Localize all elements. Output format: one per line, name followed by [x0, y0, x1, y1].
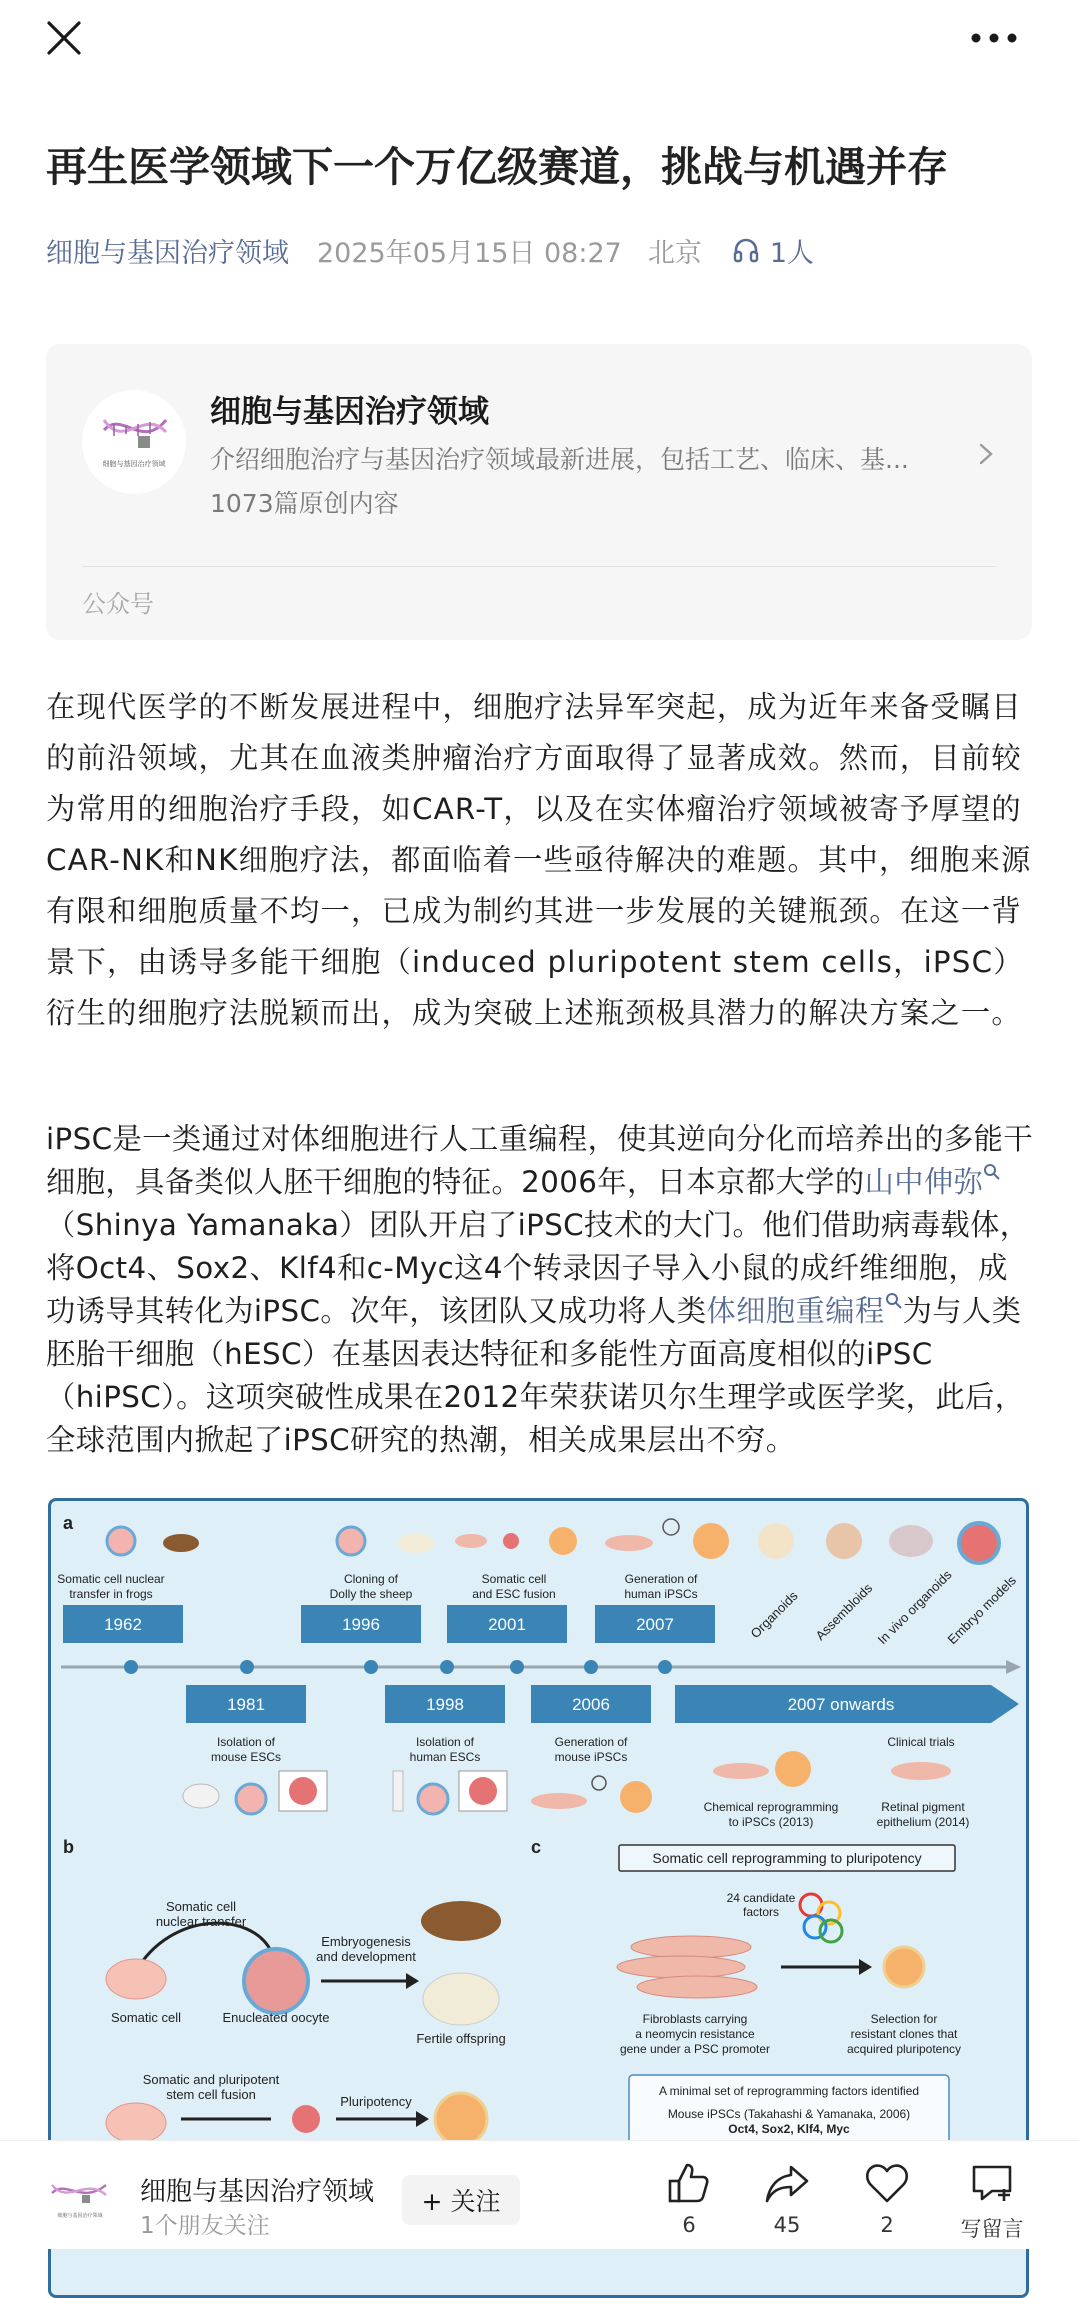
account-name: 细胞与基因治疗领域 — [210, 394, 489, 430]
b-label: Somatic cell — [110, 2010, 182, 2025]
panel-a-label: a — [63, 1513, 74, 1533]
retinal-label: epithelium (2014) — [876, 1815, 970, 1829]
rotated-label: Organoids — [747, 1588, 801, 1642]
somatic-cell-icon — [106, 2103, 166, 2143]
c-label: A minimal set of reprogramming factors identified — [658, 2084, 920, 2098]
publish-location: 北京 — [647, 237, 702, 269]
year-label: 1981 — [227, 1695, 265, 1714]
b-label: nuclear transfer — [155, 1914, 247, 1929]
search-icon — [885, 1292, 903, 1310]
frog-icon — [421, 1901, 501, 1941]
link-reprogramming[interactable] — [706, 1294, 902, 1328]
c-label: Selection for — [870, 2012, 938, 2026]
organoid-icon — [758, 1523, 794, 1559]
oocyte-icon — [244, 1949, 308, 2013]
comment-icon — [968, 2159, 1016, 2207]
favorite-count: 2 — [880, 2213, 894, 2237]
svg-text:细胞与基因治疗领域: 细胞与基因治疗领域 — [102, 460, 166, 468]
blastocyst-icon — [418, 1784, 448, 1814]
year-label: 1996 — [342, 1615, 380, 1634]
mouse-icon — [183, 1784, 219, 1808]
comment-button[interactable] — [944, 2159, 1040, 2243]
like-button[interactable] — [644, 2159, 734, 2237]
bottom-friends-following: 1个朋友关注 — [140, 2213, 270, 2239]
top-bar — [0, 0, 1079, 80]
heart-icon — [863, 2159, 911, 2207]
ipsc-icon — [884, 1947, 924, 1987]
b-label: Pluripotency — [340, 2094, 412, 2109]
logo-caption: 细胞与基因治疗领域 — [57, 2213, 103, 2219]
b-label: Enucleated oocyte — [222, 2010, 330, 2025]
rotated-label: Assembloids — [812, 1580, 876, 1644]
b-label: and development — [316, 1949, 416, 1964]
sheep-icon — [398, 1533, 434, 1553]
oocyte-icon — [337, 1527, 365, 1555]
year-label: 2007 — [636, 1615, 674, 1634]
article-title: 再生医学领域下一个万亿级赛道，挑战与机遇并存 — [46, 143, 948, 191]
event-label: Dolly the sheep — [329, 1587, 413, 1601]
author-link[interactable]: 细胞与基因治疗领域 — [46, 237, 289, 269]
rotated-label: Embryo models — [944, 1572, 1019, 1648]
event-label: Generation of — [554, 1735, 628, 1749]
paragraph-1: 在现代医学的不断发展进程中，细胞疗法异军突起，成为近年来备受瞩目的前沿领域，尤其在血液类肿瘤治疗方面取得了显著成效。然而，目前较为常用的细胞治疗手段，如CAR-T，以及在实体瘤治疗领域被寄予厚望的CAR-NK和NK细胞疗法，都面临着一些亟待解决的难题。其中，细胞来源有限和细胞质量不均一，已成为制约其进一步发展的关键瓶颈。在这一背景下，由诱导多能干细胞（induced pluripotent stem cells，iPSC）衍生的细胞疗法脱颖而出，成为突破上述瓶颈极具潜力的解决方案之一。 — [46, 690, 1032, 1030]
somatic-cell-icon — [455, 1534, 487, 1548]
listener-count: 1人 — [769, 237, 815, 269]
pluripotent-cell-icon — [435, 2093, 487, 2145]
event-label: mouse ESCs — [210, 1750, 282, 1764]
event-label: human iPSCs — [624, 1587, 698, 1601]
comment-label: 写留言 — [960, 2217, 1024, 2241]
link-reprogramming-text: 体细胞重编程 — [706, 1294, 885, 1328]
event-label: Cloning of — [343, 1572, 399, 1586]
b-label: Embryogenesis — [321, 1934, 411, 1949]
trials-label: Clinical trials — [887, 1735, 955, 1749]
fused-cell-icon — [549, 1527, 577, 1555]
b-label: Somatic and pluripotent — [142, 2072, 280, 2087]
chem-label: to iPSCs (2013) — [728, 1815, 814, 1829]
dna-logo-icon — [82, 390, 186, 494]
somatic-cell-icon — [106, 1959, 166, 1999]
search-icon — [983, 1163, 1001, 1181]
chevron-right-icon — [976, 440, 996, 468]
event-label: and ESC fusion — [472, 1587, 556, 1601]
event-label: Somatic cell nuclear — [57, 1572, 165, 1586]
c-title: Somatic cell reprogramming to pluripotency — [652, 1850, 922, 1866]
esc-icon — [503, 1533, 519, 1549]
paragraph-2-text-c: 为与人类胚胎干细胞（hESC）在基因表达特征和多能性方面高度相似的iPSC（hiPSC）。这项突破性成果在2012年荣获诺贝尔生理学或医学奖，此后，全球范围内掀起了iPSC研究的热潮，相关成果层出不穷。 — [46, 1294, 1025, 1457]
share-icon — [763, 2159, 811, 2207]
panel-c-label: c — [531, 1837, 542, 1857]
event-label: transfer in frogs — [69, 1587, 153, 1601]
timeline-arrow — [1006, 1660, 1021, 1674]
c-label: resistant clones that — [850, 2027, 958, 2041]
c-label: Oct4, Sox2, Klf4, Myc — [728, 2122, 850, 2136]
more-icon[interactable] — [970, 30, 1018, 46]
year-label: 2006 — [572, 1695, 610, 1714]
event-label: Isolation of — [216, 1735, 276, 1749]
chem-label: Chemical reprogramming — [703, 1800, 839, 1814]
factors-icon — [663, 1519, 679, 1535]
human-icon — [393, 1771, 403, 1811]
event-label: mouse iPSCs — [554, 1750, 628, 1764]
c-label: factors — [742, 1905, 780, 1919]
retinal-label: Retinal pigment — [881, 1800, 965, 1814]
brain-icon — [889, 1525, 933, 1557]
like-count: 6 — [682, 2213, 696, 2237]
rotated-label: In vivo organoids — [874, 1567, 955, 1648]
onwards-label: 2007 onwards — [787, 1695, 895, 1714]
headphones-icon — [732, 236, 760, 264]
c-label: a neomycin resistance — [635, 2027, 755, 2041]
c-label: Fibroblasts carrying — [642, 2012, 748, 2026]
c-label: Mouse iPSCs (Takahashi & Yamanaka, 2006) — [667, 2107, 911, 2121]
thumbs-up-icon — [665, 2159, 713, 2207]
share-button[interactable] — [742, 2159, 832, 2237]
b-label: stem cell fusion — [166, 2087, 256, 2102]
bottom-bar — [0, 2140, 1079, 2249]
fibroblast-icon — [713, 1763, 769, 1779]
event-label: human ESCs — [409, 1750, 481, 1764]
fibroblast-stack — [617, 1936, 757, 1998]
close-icon[interactable] — [46, 20, 82, 56]
year-label: 1962 — [104, 1615, 142, 1634]
account-logo-small[interactable] — [48, 2171, 112, 2223]
c-label: acquired pluripotency — [846, 2042, 962, 2056]
share-count: 45 — [773, 2213, 801, 2237]
embryo-model-icon — [959, 1523, 999, 1563]
b-label: Fertile offspring — [416, 2031, 506, 2046]
event-label: Generation of — [624, 1572, 698, 1586]
frog-icon — [163, 1534, 199, 1552]
sheep-icon — [423, 1973, 499, 2025]
paragraph-2-text-b: （Shinya Yamanaka）团队开启了iPSC技术的大门。他们借助病毒载体，将Oct4、Sox2、Klf4和c-Myc这4个转录因子导入小鼠的成纤维细胞，成功诱导其转化为iPSC。次年，该团队又成功将人类 — [46, 1208, 1030, 1328]
panel-b-label: b — [63, 1837, 74, 1857]
year-label: 2001 — [488, 1615, 526, 1634]
c-label: gene under a PSC promoter — [619, 2042, 771, 2056]
paragraph-2-text-a: iPSC是一类通过对体细胞进行人工重编程，使其逆向分化而培养出的多能干细胞，具备类似人胚干细胞的特征。2006年，日本京都大学的 — [46, 1122, 1034, 1199]
publish-date: 2025年05月15日 08:27 — [317, 237, 622, 269]
account-article-count: 1073篇原创内容 — [210, 489, 399, 518]
assembloid-icon — [826, 1523, 862, 1559]
account-logo — [82, 390, 186, 494]
esc-icon — [292, 2105, 320, 2133]
card-divider — [82, 566, 996, 567]
listen-button[interactable] — [732, 231, 814, 270]
oocyte-icon — [107, 1527, 135, 1555]
fibroblast-icon — [531, 1793, 587, 1809]
esc-colony-icon — [469, 1777, 497, 1805]
account-card[interactable] — [46, 344, 1032, 640]
c-label: 24 candidate — [726, 1891, 796, 1905]
year-label: 1998 — [426, 1695, 464, 1714]
b-label: Somatic cell — [165, 1899, 237, 1914]
event-label: Somatic cell — [481, 1572, 547, 1586]
follow-button[interactable]: + 关注 — [402, 2175, 520, 2225]
ipsc-colony-icon — [693, 1523, 729, 1559]
link-yamanaka-text: 山中伸弥 — [864, 1165, 984, 1199]
article-meta — [46, 230, 814, 270]
factors-icon — [592, 1776, 606, 1790]
fibroblast-icon — [605, 1535, 653, 1551]
favorite-button[interactable] — [842, 2159, 932, 2237]
rpe-icon — [891, 1762, 951, 1780]
bottom-account-name[interactable]: 细胞与基因治疗领域 — [140, 2177, 375, 2207]
account-type: 公众号 — [82, 590, 154, 618]
ipsc-colony-icon — [620, 1781, 652, 1813]
esc-colony-icon — [289, 1777, 317, 1805]
event-label: Isolation of — [415, 1735, 475, 1749]
paragraph-2 — [46, 1118, 1034, 1462]
factor-rings — [800, 1894, 842, 1942]
account-description: 介绍细胞治疗与基因治疗领域最新进展，包括工艺、临床、基... — [210, 445, 909, 474]
blastocyst-icon — [236, 1784, 266, 1814]
link-yamanaka[interactable] — [865, 1165, 1002, 1199]
ipsc-colony-icon — [775, 1751, 811, 1787]
